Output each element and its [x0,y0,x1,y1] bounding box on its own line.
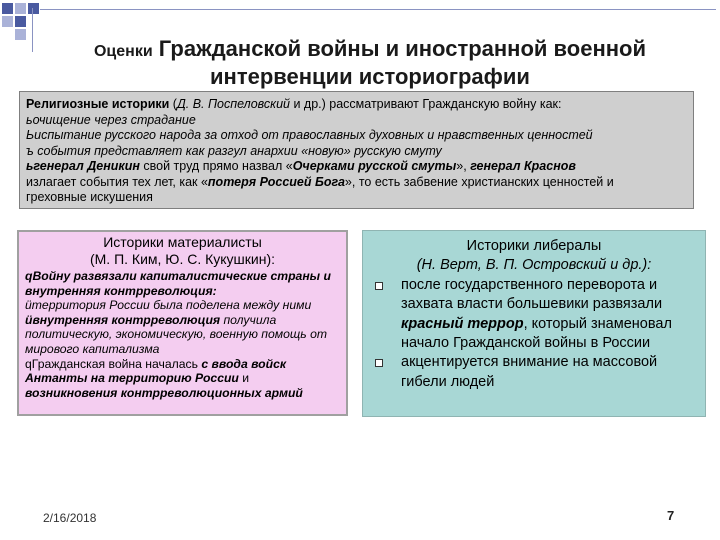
religious-item-3: ъ события представляет как разгул анархии «новую» русскую смуту [26,143,442,158]
religious-item-5: излагает события тех лет, как «потеря Россией Бога», то есть забвение христианских ценностей и [26,174,614,189]
liberal-historians-box [362,230,706,417]
materialists-heading: Историки материалисты (М. П. Ким, Ю. С. Кукушкин): [25,234,340,268]
slide-date: 2/16/2018 [43,511,97,525]
liberals-point-1: после государственного переворота и захвата власти большевики развязали красный террор, который знаменовал начало Гражданской войны в России [371,276,697,354]
materialists-point-1: qВойну развязали капиталистические страны и внутренняя контрреволюция: [25,269,331,298]
materialists-point-3: üвнутренняя контрреволюция получила политическую, экономическую, военную помощь от мирового капитализма [25,312,328,356]
liberals-point-2: акцентируется внимание на массовой гибели людей [371,353,697,392]
materialists-point-4: qГражданская война началась с ввода войск Антанты на территорию России и возникновения контрреволюционных армий [25,356,303,400]
title-line2: интервенции историографии [210,64,530,89]
materialists-point-2: üтерритория России была поделена между ними [25,298,312,313]
left-rule [32,8,33,52]
religious-historians-box [19,91,694,209]
materialist-historians-box [17,230,348,416]
religious-item-2: Ьиспытание русского народа за отход от православных духовных и нравственных ценностей [26,128,593,142]
top-rule [40,9,716,10]
slide-title [40,36,700,89]
religious-item-6: греховные искушения [26,190,153,204]
square-bullet-icon [375,359,383,367]
materialists-names: (М. П. Ким, Ю. С. Кукушкин): [89,251,276,267]
title-small-word: Оценки [93,43,153,60]
religious-intro: Религиозные историки (Д. В. Поспеловский и др.) рассматривают Гражданскую войну как: [26,97,562,111]
square-bullet-icon [375,282,383,290]
liberals-heading: Историки либералы (Н. Верт, В. П. Островский и др.): [371,237,697,276]
religious-item-4: ьгенерал Деникин свой труд прямо назвал «Очерками русской смуты», генерал Краснов [26,159,576,173]
religious-item-1: ьочищение через страдание [26,112,196,127]
slide-number: 7 [667,508,675,523]
liberals-names: (Н. Верт, В. П. Островский и др.): [416,257,652,274]
title-line1: Гражданской войны и иностранной военной [158,36,646,61]
